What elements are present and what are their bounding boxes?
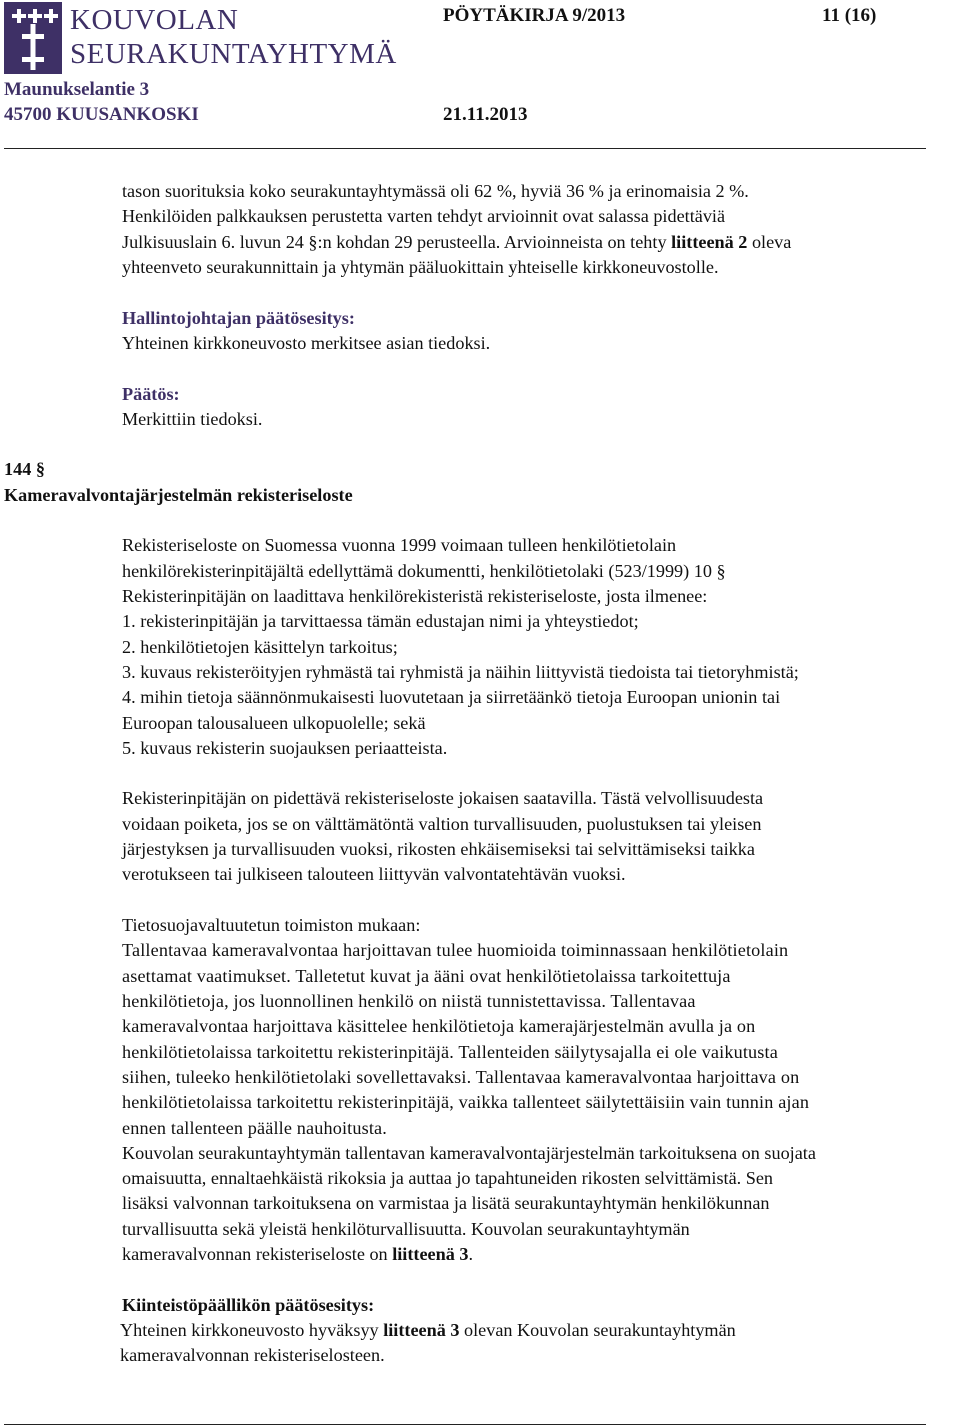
text-line: Henkilöiden palkkauksen perustetta varten tehdyt arvioinnit ovat salassa pidettäviä [122, 206, 726, 226]
section-number: 144 § [4, 459, 45, 479]
text-line: henkilötietolaissa tarkoitettu rekisterinpitäjä. Tallenteiden säilytysajalla ei ole vaikutusta [122, 1042, 778, 1062]
text-line: turvallisuutta sekä yleistä henkilöturvallisuutta. Kouvolan seurakuntayhtymän [122, 1219, 690, 1239]
list-item: 1. rekisterinpitäjän ja tarvittaessa tämän edustajan nimi ja yhteystiedot; [122, 611, 639, 631]
list-item: 3. kuvaus rekisteröityjen ryhmästä tai ryhmistä ja näihin liittyvistä tiedoista tai tietoryhmistä; [122, 662, 799, 682]
list-item: 2. henkilötietojen käsittelyn tarkoitus; [122, 637, 398, 657]
org-name-line1: KOUVOLAN [70, 4, 239, 36]
text-line: yhteenveto seurakunnittain ja yhtymän pääluokittain yhteiselle kirkkoneuvostolle. [122, 257, 719, 277]
text-line: omaisuutta, ennaltaehkäistä rikoksia ja auttaa jo tapahtuneiden rikosten selvittämistä. Sen [122, 1168, 774, 1188]
ombudsman-heading: Tietosuojavaltuutetun toimiston mukaan: [122, 915, 421, 935]
address-line1: Maunukselantie 3 [4, 79, 150, 100]
text-line: siihen, tuleeko henkilötietolaki sovellettavaksi. Tallentavaa kameravalvontaa harjoittava on [122, 1067, 800, 1087]
proposal-text: Yhteinen kirkkoneuvosto hyväksyy liitteenä 3 olevan Kouvolan seurakuntayhtymän [120, 1320, 736, 1340]
proposal-text: kameravalvonnan rekisteriselosteen. [120, 1345, 385, 1365]
list-item: 4. mihin tietoja säännönmukaisesti luovutetaan ja siirretäänkö tietoja Euroopan unionin tai [122, 687, 781, 707]
text-line: Rekisteriseloste on Suomessa vuonna 1999 voimaan tulleen henkilötietolain [122, 535, 677, 555]
doc-title: PÖYTÄKIRJA 9/2013 [443, 5, 626, 26]
text-line: asettamat vaatimukset. Talletetut kuvat ja ääni ovat henkilötietolaissa tarkoitettuja [122, 966, 731, 986]
address-line2: 45700 KUUSANKOSKI [4, 104, 199, 125]
text-line: Julkisuuslain 6. luvun 24 §:n kohdan 29 perusteella. Arvioinneista on tehty liitteenä 2 oleva [122, 232, 792, 252]
footer-rule [4, 1424, 926, 1425]
text-line: henkilötietolaissa tarkoitettu rekisterinpitäjä, vaikka tallenteet säilytettäisiin vain tunnin ajan [122, 1092, 810, 1112]
text-line: henkilötietoja, jos luonnollinen henkilö on niistä tunnistettavissa. Tallentavaa [122, 991, 696, 1011]
org-logo [4, 2, 416, 74]
org-name-line2: SEURAKUNTAYHTYMÄ [70, 38, 397, 70]
text-line: tason suorituksia koko seurakuntayhtymässä oli 62 %, hyviä 36 % ja erinomaisia 2 %. [122, 181, 749, 201]
decision-text: Merkittiin tiedoksi. [122, 409, 263, 429]
list-item: 5. kuvaus rekisterin suojauksen periaatteista. [122, 738, 448, 758]
proposal-heading: Kiinteistöpäällikön päätösesitys: [122, 1295, 375, 1315]
text-line: henkilörekisterinpitäjältä edellyttämä dokumentti, henkilötietolaki (523/1999) 10 § [122, 561, 726, 581]
doc-date: 21.11.2013 [443, 104, 528, 125]
text-line: järjestyksen ja turvallisuuden vuoksi, rikosten ehkäisemiseksi tai selvittämiseksi taikka [122, 839, 755, 859]
text-line: voidaan poiketa, jos se on välttämätöntä valtion turvallisuuden, puolustuksen tai yleisen [122, 814, 762, 834]
text-line: Rekisterinpitäjän on pidettävä rekisteriseloste jokaisen saatavilla. Tästä velvollisuudesta [122, 788, 764, 808]
text-line: ennen tallenteen päälle nauhoitusta. [122, 1118, 387, 1138]
page-number: 11 (16) [822, 5, 877, 26]
text-line: Rekisterinpitäjän on laadittava henkilörekisteristä rekisteriseloste, josta ilmenee: [122, 586, 708, 606]
decision-heading: Päätös: [122, 384, 180, 404]
section-title: Kameravalvontajärjestelmän rekisteriseloste [4, 485, 353, 505]
text-line: lisäksi valvonnan tarkoituksena on varmistaa ja lisätä seurakuntayhtymän henkilökunnan [122, 1193, 770, 1213]
text-line: Kouvolan seurakuntayhtymän tallentavan kameravalvontajärjestelmän tarkoituksena on suojata [122, 1143, 816, 1163]
text-line: verotukseen tai julkiseen talouteen liittyvän valvontatehtävän vuoksi. [122, 864, 626, 884]
proposal-text: Yhteinen kirkkoneuvosto merkitsee asian tiedoksi. [122, 333, 491, 353]
text-line: Tallentavaa kameravalvontaa harjoittavan tulee huomioida toiminnassaan henkilötietolain [122, 940, 789, 960]
text-line: kameravalvonnan rekisteriseloste on liitteenä 3. [122, 1244, 474, 1264]
text-line: kameravalvontaa harjoittava käsittelee henkilötietoja kamerajärjestelmän avulla ja on [122, 1016, 756, 1036]
cross-logo-icon [4, 2, 62, 74]
list-item: Euroopan talousalueen ulkopuolelle; sekä [122, 713, 426, 733]
proposal-heading: Hallintojohtajan päätösesitys: [122, 308, 355, 328]
header-rule [4, 148, 926, 149]
